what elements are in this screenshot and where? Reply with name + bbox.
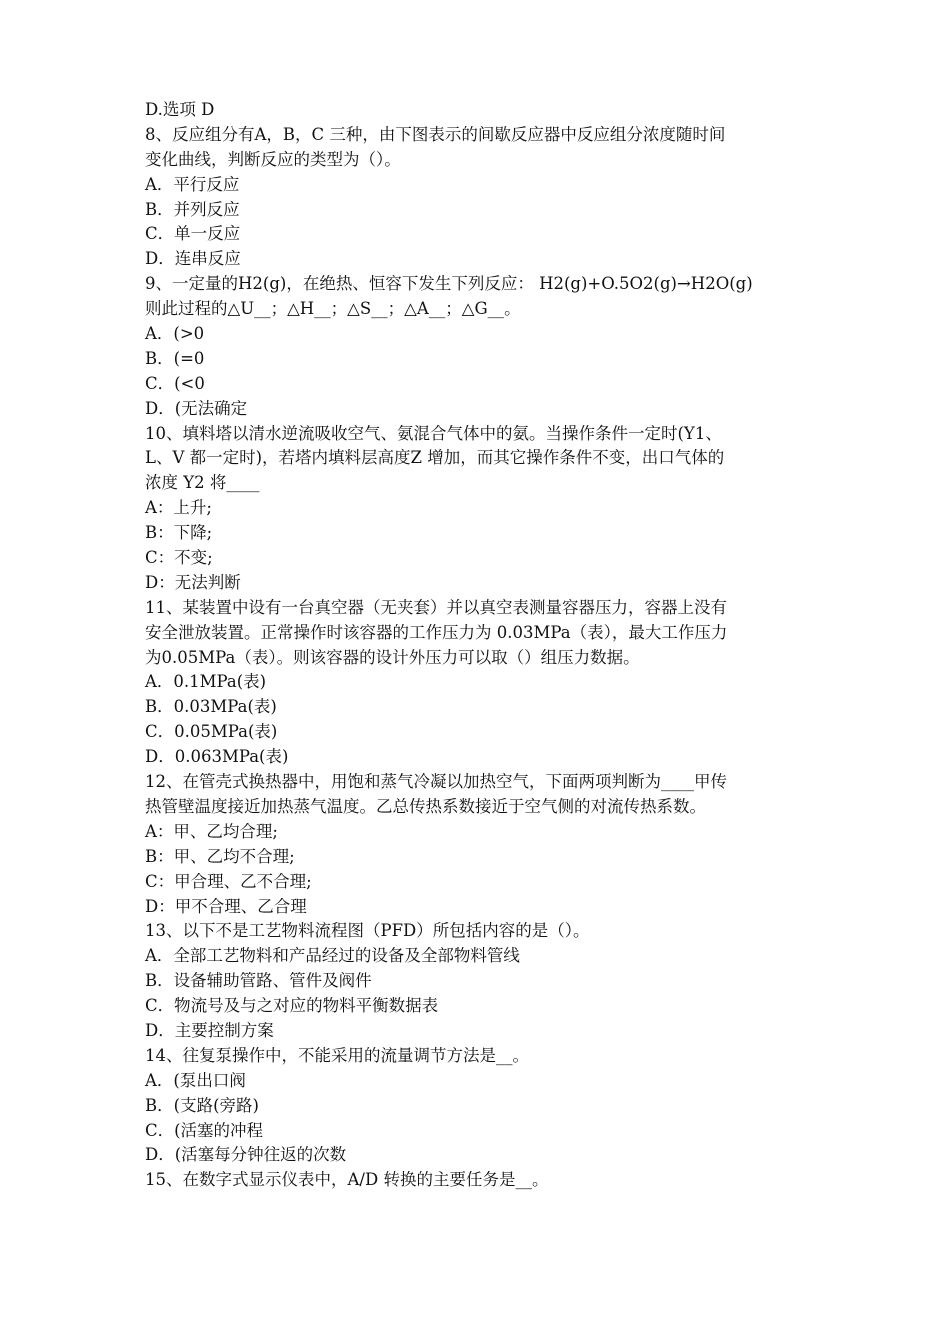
- text-line: L、V 都一定时)，若塔内填料层高度Z 增加，而其它操作条件不变，出口气体的: [145, 448, 725, 468]
- text-line: C：甲合理、乙不合理;: [145, 871, 312, 891]
- text-line: D.选项 D: [145, 100, 215, 119]
- text-line: B：下降;: [145, 523, 213, 543]
- text-line: B．设备辅助管路、管件及阀件: [145, 971, 372, 991]
- text-line: C．0.05MPa(表): [145, 722, 278, 742]
- text-line: 11、某装置中设有一台真空器（无夹套）并以真空表测量容器压力，容器上没有: [145, 597, 727, 617]
- text-line: 13、以下不是工艺物料流程图（PFD）所包括内容的是（）。: [145, 921, 590, 941]
- text-line: C．(活塞的冲程: [145, 1120, 264, 1140]
- text-line: 热管壁温度接近加热蒸气温度。乙总传热系数接近于空气侧的对流传热系数。: [145, 796, 706, 816]
- text-line: A．平行反应: [145, 174, 240, 194]
- text-line: A．0.1MPa(表): [145, 672, 267, 692]
- text-line: 安全泄放装置。正常操作时该容器的工作压力为 0.03MPa（表），最大工作压力: [145, 622, 728, 642]
- text-line: A：甲、乙均合理;: [145, 821, 278, 841]
- text-line: 为0.05MPa（表）。则该容器的设计外压力可以取（）组压力数据。: [145, 647, 640, 667]
- text-line: C．单一反应: [145, 224, 241, 244]
- text-line: 14、往复泵操作中，不能采用的流量调节方法是__。: [145, 1045, 529, 1065]
- text-line: B．0.03MPa(表): [145, 697, 277, 717]
- text-line: 变化曲线，判断反应的类型为（）。: [145, 149, 401, 169]
- text-line: D．主要控制方案: [145, 1020, 274, 1040]
- text-line: 8、反应组分有A，B，C 三种，由下图表示的间歇反应器中反应组分浓度随时间: [145, 124, 726, 144]
- text-line: D．连串反应: [145, 249, 241, 269]
- text-line: B．(=0: [145, 348, 205, 368]
- text-line: A．(>0: [145, 324, 205, 344]
- text-line: 12、在管壳式换热器中，用饱和蒸气冷凝以加热空气，下面两项判断为____甲传: [145, 772, 727, 792]
- text-line: A．全部工艺物料和产品经过的设备及全部物料管线: [145, 946, 520, 966]
- text-line: D：甲不合理、乙合理: [145, 896, 307, 916]
- text-line: 则此过程的△U__；△H__；△S__；△A__；△G__。: [145, 299, 521, 319]
- text-line: C．物流号及与之对应的物料平衡数据表: [145, 996, 439, 1016]
- text-line: D：无法判断: [145, 572, 241, 592]
- text-line: D．0.063MPa(表): [145, 747, 289, 767]
- text-line: B．(支路(旁路): [145, 1095, 259, 1115]
- text-line: B．并列反应: [145, 199, 240, 219]
- text-line: A：上升;: [145, 498, 212, 518]
- text-line: 15、在数字式显示仪表中，A/D 转换的主要任务是__。: [145, 1170, 549, 1190]
- text-line: 9、一定量的H2(g)，在绝热、恒容下发生下列反应： H2(g)+O.5O2(g)→H2O(g): [145, 274, 753, 294]
- text-line: B：甲、乙均不合理;: [145, 846, 295, 866]
- document-page: [145, 98, 825, 1193]
- text-line: C．(<0: [145, 373, 205, 393]
- text-line: A．(泵出口阀: [145, 1070, 246, 1090]
- text-line: C：不变;: [145, 548, 213, 568]
- text-line: D．(无法确定: [145, 398, 248, 418]
- text-line: 浓度 Y2 将____: [145, 473, 260, 493]
- text-line: D．(活塞每分钟往返的次数: [145, 1145, 347, 1165]
- text-line: 10、填料塔以清水逆流吸收空气、氨混合气体中的氨。当操作条件一定时(Y1、: [145, 423, 722, 443]
